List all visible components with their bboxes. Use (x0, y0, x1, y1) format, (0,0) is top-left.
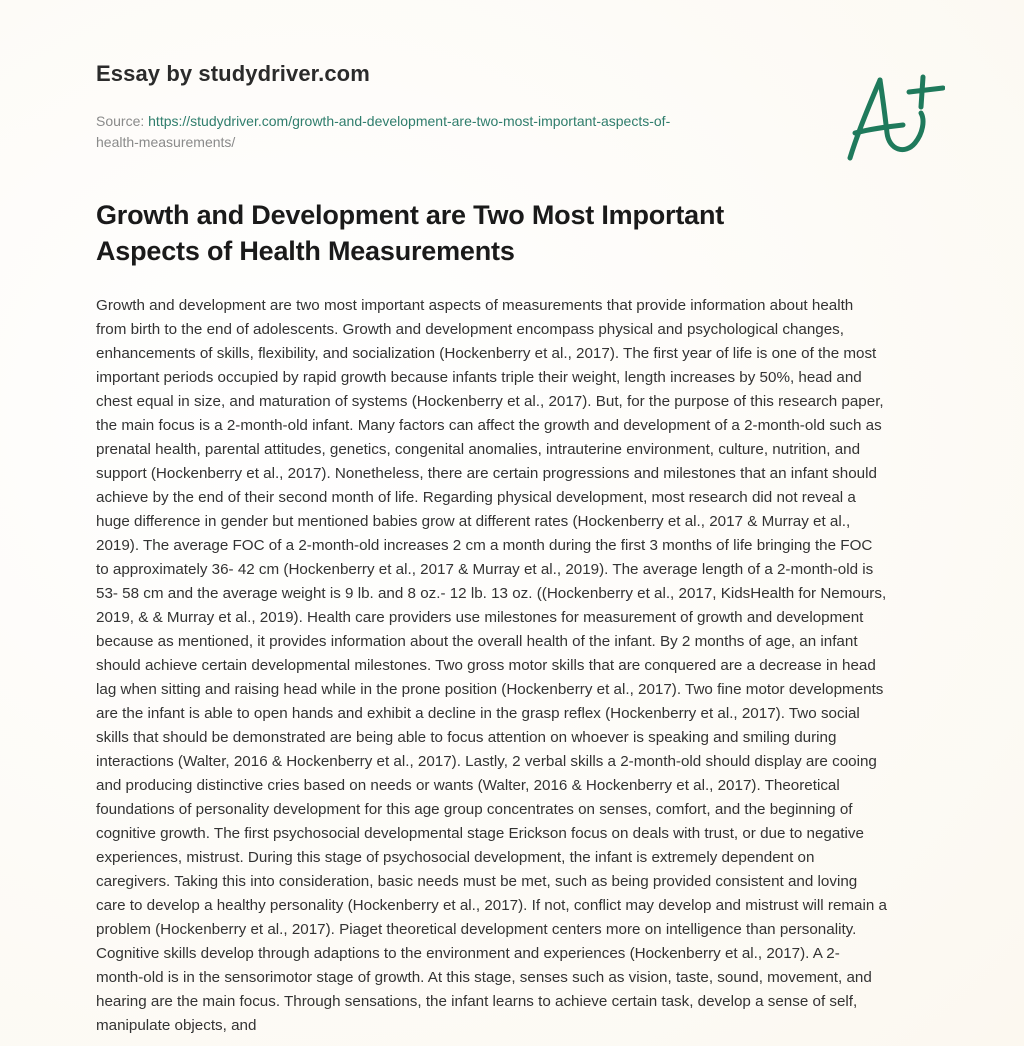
a-plus-grade-icon (825, 55, 945, 165)
essay-line: achieve by the end of their second month of life. Regarding physical development, most research did not reveal a (96, 489, 856, 506)
essay-line: prenatal health, parental attitudes, genetics, congenital anomalies, intrauterine environment, culture, nutrition, and (96, 441, 861, 458)
essay-line: month-old is in the sensorimotor stage of growth. At this stage, senses such as vision, taste, sound, movement, and (96, 969, 872, 986)
essay-line: enhancements of skills, flexibility, and socialization (Hockenberry et al., 2017). The first year of life is one of the most (96, 345, 877, 362)
source-label: Source: (96, 113, 149, 129)
site-title: Essay by studydriver.com (96, 61, 370, 86)
essay-line: manipulate objects, and (96, 1017, 257, 1034)
essay-line: Growth and development are two most important aspects of measurements that provide information about health (96, 297, 854, 314)
essay-line: foundations of personality development for this age group concentrates on senses, comfort, and the beginning of (96, 801, 853, 818)
essay-body (96, 294, 926, 1038)
essay-line: skills that should be demonstrated are being able to focus attention on whoever is speaking and smiling during (96, 729, 837, 746)
essay-line: caregivers. Taking this into consideration, basic needs must be met, such as being provided consistent and loving (96, 873, 858, 890)
essay-line: the main focus is a 2-month-old infant. Many factors can affect the growth and development of a 2-month-old such as (96, 417, 882, 434)
essay-line: support (Hockenberry et al., 2017). Nonetheless, there are certain progressions and milestones that an infant should (96, 465, 877, 482)
essay-line: hearing are the main focus. Through sensations, the infant learns to achieve certain task, develop a sense of self, (96, 993, 858, 1010)
essay-line: from birth to the end of adolescents. Growth and development encompass physical and psychological changes, (96, 321, 844, 338)
essay-title-line-2: Aspects of Health Measurements (96, 236, 515, 266)
essay-line: important periods occupied by rapid growth because infants triple their weight, length increases by 50%, head and (96, 369, 862, 386)
source-url-link[interactable]: https://studydriver.com/growth-and-development-are-two-most-important-aspects-of- (148, 113, 671, 129)
essay-line: huge difference in gender but mentioned babies grow at different rates (Hockenberry et al., 2017 & Murray et al., (96, 513, 851, 530)
source-url-continuation[interactable]: health-measurements/ (96, 134, 236, 150)
essay-line: lag when sitting and raising head while in the prone position (Hockenberry et al., 2017). Two fine motor developments (96, 681, 884, 698)
essay-line: experiences, mistrust. During this stage of psychosocial development, the infant is extremely dependent on (96, 849, 815, 866)
essay-line: Cognitive skills develop through adaptions to the environment and experiences (Hockenberry et al., 2017). A 2- (96, 945, 840, 962)
essay-line: are the infant is able to open hands and exhibit a decline in the grasp reflex (Hockenberry et al., 2017). Two social (96, 705, 860, 722)
essay-line: problem (Hockenberry et al., 2017). Piaget theoretical development centers more on intelligence than personality. (96, 921, 857, 938)
essay-line: 2019). The average FOC of a 2-month-old increases 2 cm a month during the first 3 months of life bringing the FOC (96, 537, 873, 554)
essay-line: cognitive growth. The first psychosocial developmental stage Erickson focus on deals with trust, or due to negative (96, 825, 864, 842)
essay-line: because as mentioned, it provides information about the overall health of the infant. By 2 months of age, an infant (96, 633, 858, 650)
source-line (96, 111, 756, 153)
essay-title (96, 197, 856, 269)
essay-title-line-1: Growth and Development are Two Most Important (96, 200, 725, 230)
essay-line: 53- 58 cm and the average weight is 9 lb. and 8 oz.- 12 lb. 13 oz. ((Hockenberry et al., 2017, KidsHealth for Nemours, (96, 585, 887, 602)
essay-line: and producing distinctive cries based on needs or wants (Walter, 2016 & Hockenberry et al., 2017). Theoretical (96, 777, 840, 794)
essay-line: should achieve certain developmental milestones. Two gross motor skills that are conquered are a decrease in head (96, 657, 876, 674)
essay-line: chest equal in size, and maturation of systems (Hockenberry et al., 2017). But, for the purpose of this research paper, (96, 393, 884, 410)
essay-line: to approximately 36- 42 cm (Hockenberry et al., 2017 & Murray et al., 2019). The average length of a 2-month-old is (96, 561, 874, 578)
essay-line: 2019, & & Murray et al., 2019). Health care providers use milestones for measurement of growth and development (96, 609, 864, 626)
essay-line: interactions (Walter, 2016 & Hockenberry et al., 2017). Lastly, 2 verbal skills a 2-month-old should display are cooing (96, 753, 877, 770)
essay-line: care to develop a healthy personality (Hockenberry et al., 2017). If not, conflict may develop and mistrust will remain a (96, 897, 887, 914)
